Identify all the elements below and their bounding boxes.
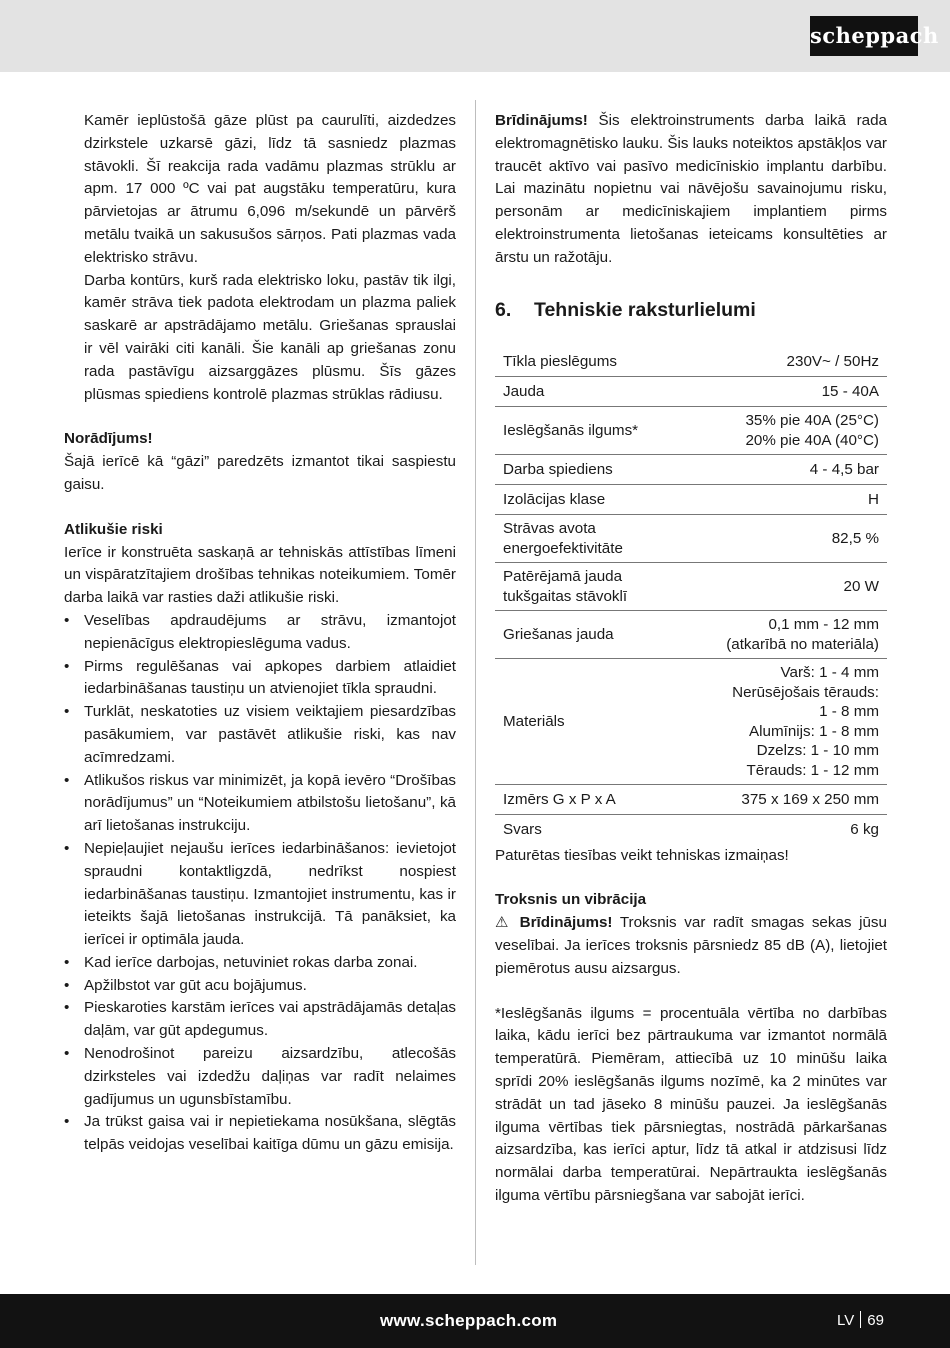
list-item: • Pieskaroties karstām ierīces vai apstrādājamās detaļas daļām, var gūt apdegumus. bbox=[64, 999, 456, 1040]
spec-value: Varš: 1 - 4 mm Nerūsējošais tērauds: 1 - 8 mm Alumīnijs: 1 - 8 mm Dzelzs: 1 - 10 mm Tērauds: 1 - 12 mm bbox=[699, 659, 887, 785]
table-row bbox=[495, 515, 887, 563]
spec-label: Jauda bbox=[495, 377, 699, 407]
noise-warning-label: Brīdinājums! bbox=[519, 914, 613, 932]
list-item: • Turklāt, neskatoties uz visiem veiktajiem piesardzības pasākumiem, var pastāvēt atlikušie riski, kas nav acīmredzami. bbox=[64, 703, 456, 766]
page-separator bbox=[860, 1311, 861, 1328]
bullet-icon: • bbox=[64, 999, 70, 1017]
table-row bbox=[495, 563, 887, 611]
section-number: 6. bbox=[495, 298, 512, 321]
bullet-icon: • bbox=[64, 771, 70, 789]
spec-value: 82,5 % bbox=[699, 515, 887, 563]
noise-warning bbox=[495, 912, 887, 980]
noise-warning-text: Troksnis var radīt smagas sekas jūsu veselībai. Ja ierīces troksnis pārsniedz 85 dB (A), lietojiet piemērotus ausu aizsargus. bbox=[495, 914, 887, 977]
spec-label: Tīkla pieslēgums bbox=[503, 352, 617, 370]
emf-warning bbox=[495, 110, 887, 270]
table-row bbox=[495, 659, 887, 785]
spec-label: Izolācijas klase bbox=[495, 485, 699, 515]
spec-value: 0,1 mm - 12 mm (atkarībā no materiāla) bbox=[699, 611, 887, 659]
spec-label: Izmērs G x P x A bbox=[495, 785, 699, 815]
list-item: • Pirms regulēšanas vai apkopes darbiem atlaidiet iedarbināšanas taustiņu un atvienojiet tīkla spraudni. bbox=[64, 657, 456, 698]
footer-bar bbox=[0, 1294, 950, 1348]
list-item: • Kad ierīce darbojas, netuviniet rokas darba zonai. bbox=[64, 952, 456, 975]
list-item: • Apžilbstot var gūt acu bojājumus. bbox=[64, 975, 456, 998]
note-text: Šajā ierīcē kā “gāzi” paredzēts izmantot tikai saspiestu gaisu. bbox=[64, 453, 456, 493]
spec-label: Darba spiediens bbox=[495, 455, 699, 485]
right-column bbox=[495, 110, 887, 1208]
bullet-icon: • bbox=[64, 839, 70, 857]
bullet-icon: • bbox=[64, 703, 70, 721]
list-item: • Veselības apdraudējums ar strāvu, izmantojot nepienācīgus elektropieslēguma vadus. bbox=[64, 611, 456, 652]
spec-value: 35% pie 40A (25°C) 20% pie 40A (40°C) bbox=[699, 407, 887, 455]
specs-table bbox=[495, 347, 887, 845]
bullet-icon: • bbox=[64, 657, 70, 675]
bullet-icon: • bbox=[64, 1113, 70, 1131]
page-indicator bbox=[837, 1309, 884, 1333]
spec-label: Ieslēgšanās ilgums* bbox=[495, 407, 699, 455]
spec-label: Griešanas jauda bbox=[495, 611, 699, 659]
emf-warning-label: Brīdinājums! bbox=[495, 112, 588, 129]
intro-paragraph-2: Darba kontūrs, kurš rada elektrisko loku, pastāv tik ilgi, kamēr strāva tiek padota elektrodam un plazma paliek saskarē ar apstrādājamo metālu. Griešanas sprauslai ir vēl vairāki citi kanāli. Šie kanāli ap griešanas zonu rada pastāvīgu aizsarggāzes plūsmu. Šīs gāzes plūsmas spiediens kontrolē plazmas strūklas rādiusu. bbox=[84, 271, 456, 403]
bullet-icon: • bbox=[64, 611, 70, 629]
column-divider bbox=[475, 100, 476, 1265]
bullet-icon: • bbox=[64, 976, 70, 994]
table-row bbox=[495, 377, 887, 407]
spec-value: 20 W bbox=[699, 563, 887, 611]
spec-value: 15 - 40A bbox=[699, 377, 887, 407]
spec-value: 230V~ / 50Hz bbox=[786, 352, 879, 370]
noise-heading: Troksnis un vibrācija bbox=[495, 891, 647, 909]
risks-list bbox=[64, 610, 456, 1157]
risks-heading: Atlikušie riski bbox=[64, 520, 163, 538]
section-heading bbox=[495, 297, 887, 323]
table-row bbox=[495, 455, 887, 485]
language-code: LV bbox=[837, 1312, 855, 1329]
left-column bbox=[64, 110, 456, 1157]
brand-logo: scheppach bbox=[810, 16, 918, 56]
section-title: Tehniskie raksturlielumi bbox=[534, 298, 756, 321]
list-item: • Atlikušos riskus var minimizēt, ja kopā ievēro “Drošības norādījumus” un “Noteikumiem atbilstošu lietošanu”, kā arī lietošanas instrukciju. bbox=[64, 771, 456, 835]
table-row bbox=[495, 347, 887, 377]
emf-warning-text: Šis elektroinstruments darba laikā rada elektromagnētisko lauku. Šis lauks noteiktos apstākļos var traucēt aktīvo vai pasīvo medicīniskio implantu darbību. Lai mazinātu nopietnu vai nāvējošu savainojumu risku, personām ar medicīniskajiem implantiem pirms elektroinstrumenta lietošanas ieteicams konsultēties ar ārstu un ražotāju. bbox=[495, 112, 887, 266]
page-number: 69 bbox=[867, 1312, 884, 1329]
list-item: • Nenodrošinot pareizu aizsardzību, atlecošās dzirksteles vai izdedžu daļiņas var radīt nelaimes gadījumus un ugunsbīstamību. bbox=[64, 1045, 456, 1108]
website-link[interactable]: www.scheppach.com bbox=[380, 1311, 558, 1330]
intro-paragraph-1: Kamēr ieplūstošā gāze plūst pa caurulīti, aizdedzes dzirkstele uzkarsē gāzi, līdz tā sasniedz plazmas stāvokli. Šī reakcija rada vadāmu plazmas strūklu ar apm. 17 000 ºC vai pat augstāku temperatūru, kura pārvietojas ar ātrumu 6,096 m/sekundē un pārvērš metālu tvaikā un sakusušos sārņos. Pati plazmas vada elektrisko strāvu. bbox=[84, 112, 456, 266]
spec-value: 6 kg bbox=[699, 815, 887, 845]
spec-label: Materiāls bbox=[495, 659, 699, 785]
table-row bbox=[495, 611, 887, 659]
table-row bbox=[495, 407, 887, 455]
warning-triangle-icon: ⚠ bbox=[495, 914, 513, 932]
duty-cycle-note: *Ieslēgšanās ilgums = procentuāla vērtība no darbības laika, kādu ierīci bez pārtraukuma var izmantot normālā temperatūrā. Piemēram, attiecībā uz 10 minūšu laika sprīdi 20% ieslēgšanās ilgums nozīmē, ka 2 minūtes var strādāt un tad jāseko 8 minūšu pauzei. Ja ieslēgšanās ilguma vērtības tiek pārsniegtas, nostrādā pārkaršanas aizsardzība, kas ierīci aptur, līdz tā atkal ir atdzisusi līdz normālai darba temperatūrai. Nepārtraukta ieslēgšanās ilguma vērtību pārsniegšana var sabojāt ierīci. bbox=[495, 1004, 887, 1204]
table-row bbox=[495, 785, 887, 815]
list-item: • Nepieļaujiet nejaušu ierīces iedarbināšanos: ievietojot spraudni kontaktligzdā, nedrīkst nospiest iedarbināšanas taustiņu. Izmantojiet instrumentu, kas ir ieteikts šajā lietošanas instrukcijā. Tā panāksiet, ka ierīcei ir optimāla jauda. bbox=[64, 839, 456, 949]
spec-label: Patērējamā jauda tukšgaitas stāvoklī bbox=[495, 563, 699, 611]
spec-value: 4 - 4,5 bar bbox=[699, 455, 887, 485]
risks-intro: Ierīce ir konstruēta saskaņā ar tehniskās attīstības līmeni un vispāratzītajiem drošības tehnikas noteikumiem. Tomēr darba laikā var rasties daži atlikušie riski. bbox=[64, 543, 456, 607]
bullet-icon: • bbox=[64, 1045, 70, 1063]
table-row bbox=[495, 815, 887, 845]
spec-value: H bbox=[699, 485, 887, 515]
header-bar bbox=[0, 0, 950, 72]
spec-label: Strāvas avota energoefektivitāte bbox=[495, 515, 699, 563]
list-item: • Ja trūkst gaisa vai ir nepietiekama nosūkšana, slēgtās telpās veidojas veselībai kaitīga dūmu un gāzu emisija. bbox=[64, 1113, 456, 1154]
bullet-icon: • bbox=[64, 953, 70, 971]
spec-value: 375 x 169 x 250 mm bbox=[699, 785, 887, 815]
table-row bbox=[495, 485, 887, 515]
note-heading: Norādījums! bbox=[64, 430, 153, 448]
spec-label: Svars bbox=[495, 815, 699, 845]
rights-note: Paturētas tiesības veikt tehniskas izmaiņas! bbox=[495, 846, 789, 864]
